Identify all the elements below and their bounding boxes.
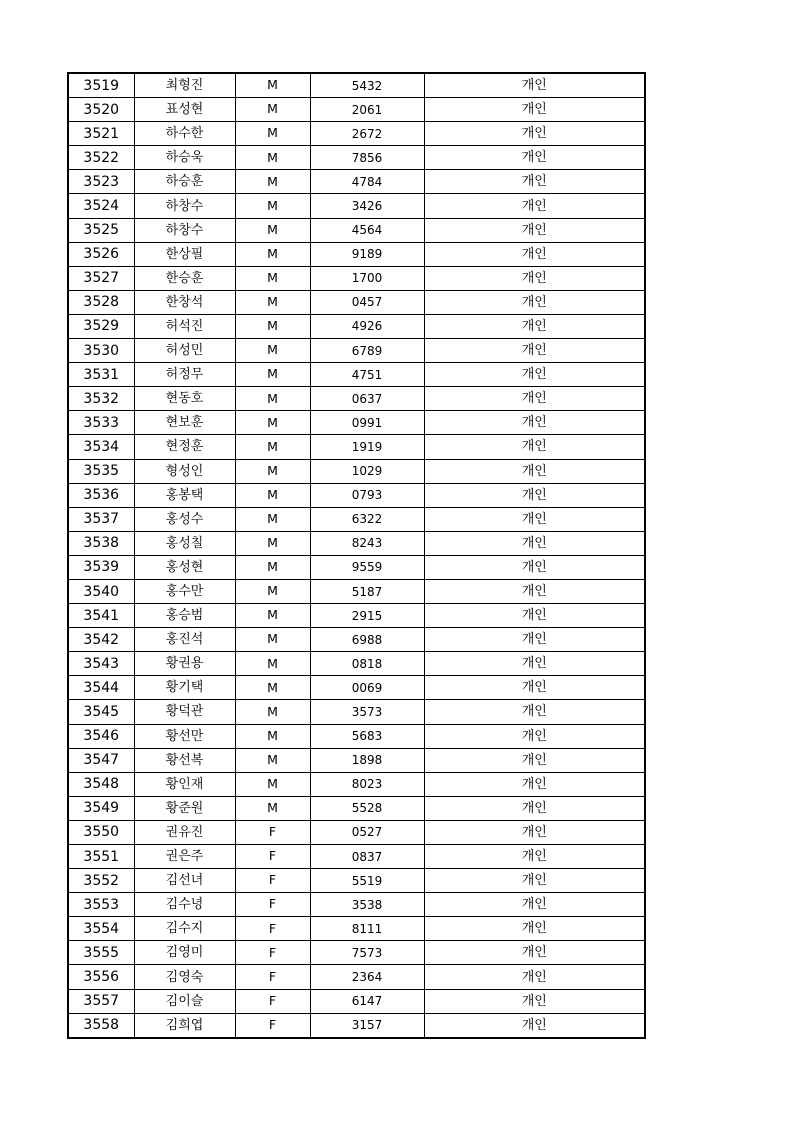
name-cell: 허정무 (134, 363, 235, 387)
gender-cell: M (235, 628, 310, 652)
row-number-cell: 3534 (68, 435, 134, 459)
gender-cell: F (235, 989, 310, 1013)
type-cell: 개인 (424, 339, 645, 363)
table-row (68, 555, 645, 579)
code-cell: 8243 (310, 531, 424, 555)
table-row (68, 820, 645, 844)
gender-cell: M (235, 242, 310, 266)
gender-cell: F (235, 965, 310, 989)
code-cell: 0069 (310, 676, 424, 700)
row-number-cell: 3543 (68, 652, 134, 676)
type-cell: 개인 (424, 820, 645, 844)
row-number-cell: 3552 (68, 869, 134, 893)
code-cell: 0837 (310, 845, 424, 869)
name-cell: 허성민 (134, 339, 235, 363)
gender-cell: M (235, 290, 310, 314)
row-number-cell: 3536 (68, 483, 134, 507)
gender-cell: M (235, 579, 310, 603)
code-cell: 3157 (310, 1013, 424, 1038)
name-cell: 김선녀 (134, 869, 235, 893)
gender-cell: M (235, 194, 310, 218)
type-cell: 개인 (424, 387, 645, 411)
code-cell: 0818 (310, 652, 424, 676)
gender-cell: F (235, 917, 310, 941)
table-row (68, 146, 645, 170)
code-cell: 6147 (310, 989, 424, 1013)
code-cell: 3538 (310, 893, 424, 917)
name-cell: 권유진 (134, 820, 235, 844)
code-cell: 2915 (310, 604, 424, 628)
row-number-cell: 3545 (68, 700, 134, 724)
type-cell: 개인 (424, 748, 645, 772)
type-cell: 개인 (424, 411, 645, 435)
row-number-cell: 3554 (68, 917, 134, 941)
type-cell: 개인 (424, 724, 645, 748)
type-cell: 개인 (424, 941, 645, 965)
gender-cell: M (235, 266, 310, 290)
gender-cell: F (235, 869, 310, 893)
row-number-cell: 3550 (68, 820, 134, 844)
row-number-cell: 3531 (68, 363, 134, 387)
name-cell: 현정훈 (134, 435, 235, 459)
name-cell: 한승훈 (134, 266, 235, 290)
code-cell: 4926 (310, 314, 424, 338)
table-row (68, 290, 645, 314)
name-cell: 황준원 (134, 796, 235, 820)
table-row (68, 242, 645, 266)
code-cell: 2672 (310, 122, 424, 146)
gender-cell: M (235, 170, 310, 194)
name-cell: 하승훈 (134, 170, 235, 194)
row-number-cell: 3529 (68, 314, 134, 338)
gender-cell: M (235, 411, 310, 435)
gender-cell: M (235, 387, 310, 411)
table-row (68, 339, 645, 363)
row-number-cell: 3557 (68, 989, 134, 1013)
name-cell: 김영숙 (134, 965, 235, 989)
code-cell: 2364 (310, 965, 424, 989)
table-row (68, 483, 645, 507)
row-number-cell: 3547 (68, 748, 134, 772)
type-cell: 개인 (424, 652, 645, 676)
code-cell: 5432 (310, 73, 424, 98)
table-row (68, 965, 645, 989)
row-number-cell: 3522 (68, 146, 134, 170)
table-row (68, 363, 645, 387)
table-row (68, 652, 645, 676)
gender-cell: F (235, 1013, 310, 1038)
name-cell: 김수지 (134, 917, 235, 941)
table-row (68, 893, 645, 917)
table-row (68, 989, 645, 1013)
table-row (68, 579, 645, 603)
table-row (68, 266, 645, 290)
row-number-cell: 3541 (68, 604, 134, 628)
table-row (68, 507, 645, 531)
name-cell: 홍성현 (134, 555, 235, 579)
table-row (68, 604, 645, 628)
type-cell: 개인 (424, 507, 645, 531)
table-row (68, 387, 645, 411)
code-cell: 4751 (310, 363, 424, 387)
type-cell: 개인 (424, 893, 645, 917)
gender-cell: M (235, 700, 310, 724)
row-number-cell: 3528 (68, 290, 134, 314)
row-number-cell: 3521 (68, 122, 134, 146)
gender-cell: M (235, 363, 310, 387)
table-row (68, 435, 645, 459)
code-cell: 9559 (310, 555, 424, 579)
name-cell: 김희엽 (134, 1013, 235, 1038)
name-cell: 홍진석 (134, 628, 235, 652)
table-row (68, 98, 645, 122)
table-row (68, 218, 645, 242)
code-cell: 0793 (310, 483, 424, 507)
type-cell: 개인 (424, 146, 645, 170)
code-cell: 0637 (310, 387, 424, 411)
code-cell: 2061 (310, 98, 424, 122)
type-cell: 개인 (424, 845, 645, 869)
code-cell: 1898 (310, 748, 424, 772)
name-cell: 현동호 (134, 387, 235, 411)
table-row (68, 869, 645, 893)
gender-cell: M (235, 796, 310, 820)
row-number-cell: 3537 (68, 507, 134, 531)
type-cell: 개인 (424, 1013, 645, 1038)
type-cell: 개인 (424, 98, 645, 122)
row-number-cell: 3533 (68, 411, 134, 435)
type-cell: 개인 (424, 218, 645, 242)
gender-cell: F (235, 893, 310, 917)
type-cell: 개인 (424, 314, 645, 338)
row-number-cell: 3544 (68, 676, 134, 700)
table-row (68, 917, 645, 941)
code-cell: 5683 (310, 724, 424, 748)
table-row (68, 122, 645, 146)
code-cell: 6789 (310, 339, 424, 363)
type-cell: 개인 (424, 700, 645, 724)
row-number-cell: 3553 (68, 893, 134, 917)
name-cell: 홍봉택 (134, 483, 235, 507)
name-cell: 한창석 (134, 290, 235, 314)
code-cell: 6322 (310, 507, 424, 531)
table-row (68, 1013, 645, 1038)
row-number-cell: 3546 (68, 724, 134, 748)
code-cell: 7573 (310, 941, 424, 965)
name-cell: 황인재 (134, 772, 235, 796)
type-cell: 개인 (424, 363, 645, 387)
type-cell: 개인 (424, 917, 645, 941)
table-row (68, 73, 645, 98)
row-number-cell: 3540 (68, 579, 134, 603)
code-cell: 1029 (310, 459, 424, 483)
code-cell: 3573 (310, 700, 424, 724)
table-row (68, 796, 645, 820)
type-cell: 개인 (424, 170, 645, 194)
name-cell: 김이슬 (134, 989, 235, 1013)
row-number-cell: 3523 (68, 170, 134, 194)
code-cell: 0527 (310, 820, 424, 844)
name-cell: 황권용 (134, 652, 235, 676)
row-number-cell: 3551 (68, 845, 134, 869)
table-row (68, 700, 645, 724)
code-cell: 5519 (310, 869, 424, 893)
code-cell: 1700 (310, 266, 424, 290)
gender-cell: M (235, 122, 310, 146)
gender-cell: M (235, 676, 310, 700)
gender-cell: M (235, 772, 310, 796)
name-cell: 황기택 (134, 676, 235, 700)
name-cell: 황덕관 (134, 700, 235, 724)
code-cell: 5187 (310, 579, 424, 603)
code-cell: 1919 (310, 435, 424, 459)
type-cell: 개인 (424, 796, 645, 820)
table-row (68, 676, 645, 700)
row-number-cell: 3558 (68, 1013, 134, 1038)
row-number-cell: 3524 (68, 194, 134, 218)
type-cell: 개인 (424, 194, 645, 218)
row-number-cell: 3525 (68, 218, 134, 242)
row-number-cell: 3542 (68, 628, 134, 652)
gender-cell: M (235, 483, 310, 507)
type-cell: 개인 (424, 628, 645, 652)
code-cell: 9189 (310, 242, 424, 266)
gender-cell: F (235, 820, 310, 844)
roster-table (67, 72, 646, 1039)
row-number-cell: 3548 (68, 772, 134, 796)
row-number-cell: 3530 (68, 339, 134, 363)
table-row (68, 459, 645, 483)
type-cell: 개인 (424, 869, 645, 893)
row-number-cell: 3555 (68, 941, 134, 965)
gender-cell: M (235, 604, 310, 628)
table-row (68, 194, 645, 218)
type-cell: 개인 (424, 772, 645, 796)
gender-cell: M (235, 507, 310, 531)
row-number-cell: 3527 (68, 266, 134, 290)
row-number-cell: 3538 (68, 531, 134, 555)
gender-cell: M (235, 531, 310, 555)
type-cell: 개인 (424, 555, 645, 579)
gender-cell: M (235, 435, 310, 459)
code-cell: 4784 (310, 170, 424, 194)
table-row (68, 748, 645, 772)
gender-cell: M (235, 724, 310, 748)
type-cell: 개인 (424, 242, 645, 266)
gender-cell: F (235, 845, 310, 869)
row-number-cell: 3539 (68, 555, 134, 579)
name-cell: 표성현 (134, 98, 235, 122)
table-row (68, 845, 645, 869)
gender-cell: M (235, 146, 310, 170)
row-number-cell: 3535 (68, 459, 134, 483)
code-cell: 8111 (310, 917, 424, 941)
type-cell: 개인 (424, 604, 645, 628)
gender-cell: M (235, 748, 310, 772)
gender-cell: M (235, 652, 310, 676)
type-cell: 개인 (424, 531, 645, 555)
name-cell: 홍성수 (134, 507, 235, 531)
name-cell: 하창수 (134, 218, 235, 242)
table-row (68, 170, 645, 194)
type-cell: 개인 (424, 989, 645, 1013)
name-cell: 형성인 (134, 459, 235, 483)
table-row (68, 628, 645, 652)
name-cell: 최형진 (134, 73, 235, 98)
row-number-cell: 3556 (68, 965, 134, 989)
row-number-cell: 3520 (68, 98, 134, 122)
name-cell: 허석진 (134, 314, 235, 338)
code-cell: 3426 (310, 194, 424, 218)
gender-cell: M (235, 314, 310, 338)
name-cell: 한상필 (134, 242, 235, 266)
roster-table-body (68, 73, 645, 1038)
gender-cell: M (235, 339, 310, 363)
type-cell: 개인 (424, 579, 645, 603)
gender-cell: M (235, 218, 310, 242)
table-row (68, 411, 645, 435)
table-row (68, 531, 645, 555)
name-cell: 현보훈 (134, 411, 235, 435)
code-cell: 4564 (310, 218, 424, 242)
name-cell: 김수녕 (134, 893, 235, 917)
name-cell: 홍승범 (134, 604, 235, 628)
type-cell: 개인 (424, 459, 645, 483)
gender-cell: M (235, 459, 310, 483)
name-cell: 하승욱 (134, 146, 235, 170)
gender-cell: M (235, 73, 310, 98)
name-cell: 권은주 (134, 845, 235, 869)
code-cell: 7856 (310, 146, 424, 170)
table-row (68, 941, 645, 965)
gender-cell: F (235, 941, 310, 965)
name-cell: 하창수 (134, 194, 235, 218)
type-cell: 개인 (424, 435, 645, 459)
name-cell: 홍성칠 (134, 531, 235, 555)
name-cell: 하수한 (134, 122, 235, 146)
name-cell: 김영미 (134, 941, 235, 965)
code-cell: 8023 (310, 772, 424, 796)
name-cell: 황선만 (134, 724, 235, 748)
code-cell: 6988 (310, 628, 424, 652)
row-number-cell: 3532 (68, 387, 134, 411)
code-cell: 5528 (310, 796, 424, 820)
type-cell: 개인 (424, 483, 645, 507)
gender-cell: M (235, 98, 310, 122)
table-row (68, 772, 645, 796)
code-cell: 0457 (310, 290, 424, 314)
type-cell: 개인 (424, 266, 645, 290)
type-cell: 개인 (424, 122, 645, 146)
row-number-cell: 3526 (68, 242, 134, 266)
table-row (68, 314, 645, 338)
code-cell: 0991 (310, 411, 424, 435)
type-cell: 개인 (424, 965, 645, 989)
gender-cell: M (235, 555, 310, 579)
name-cell: 황선복 (134, 748, 235, 772)
name-cell: 홍수만 (134, 579, 235, 603)
type-cell: 개인 (424, 290, 645, 314)
row-number-cell: 3549 (68, 796, 134, 820)
table-row (68, 724, 645, 748)
type-cell: 개인 (424, 676, 645, 700)
row-number-cell: 3519 (68, 73, 134, 98)
type-cell: 개인 (424, 73, 645, 98)
